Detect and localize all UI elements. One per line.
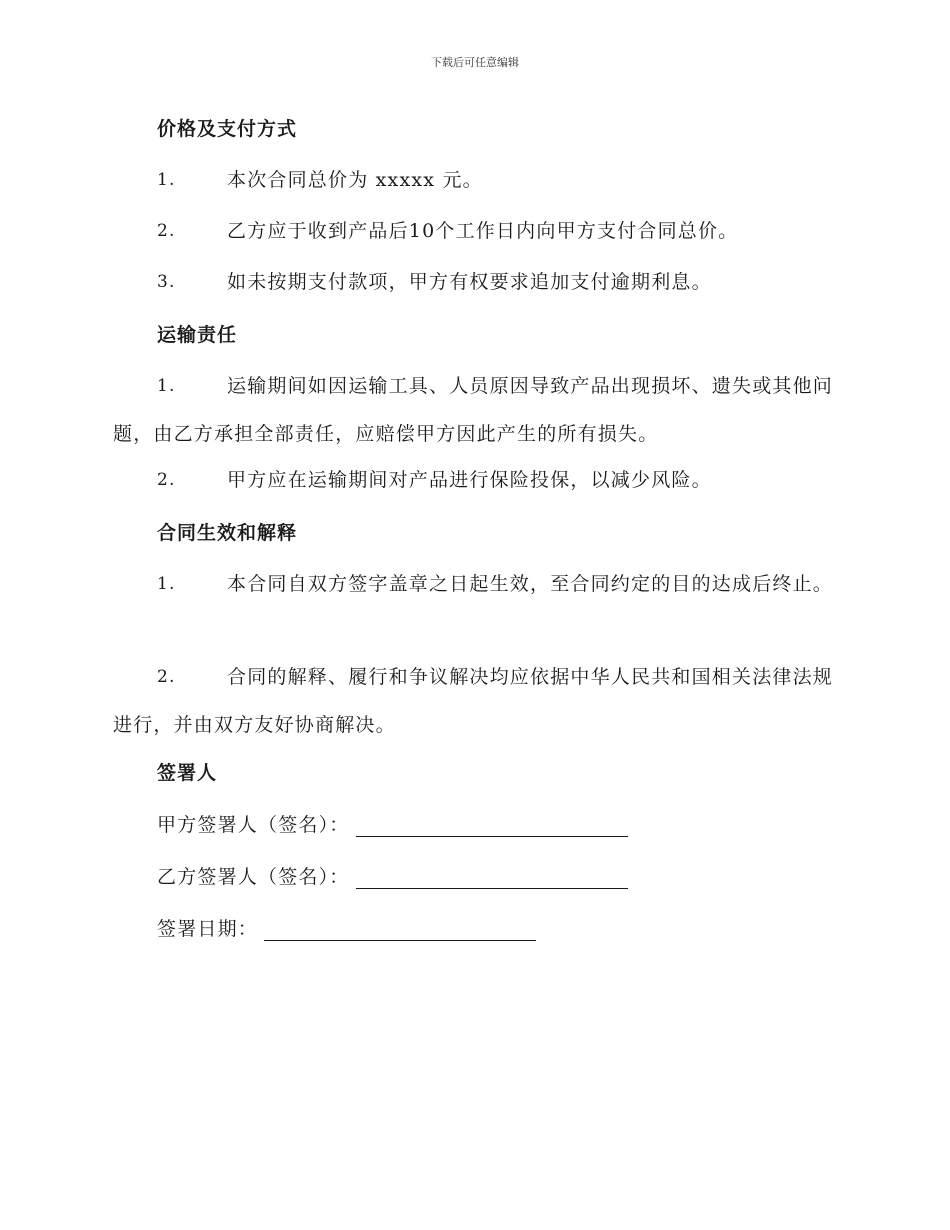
item-number: 1. [157,376,176,396]
list-item [113,156,833,204]
signature-row-party-a [157,810,628,837]
item-number: 2. [157,667,176,687]
item-number: 1. [157,574,176,594]
list-item [113,362,833,458]
item-text: 运输期间如因运输工具、人员原因导致产品出现损坏、遗失或其他问题，由乙方承担全部责任，应赔偿甲方因此产生的所有损失。 [113,375,834,445]
item-text: 本合同自双方签字盖章之日起生效，至合同约定的目的达成后终止。 [227,573,834,595]
signature-label: 甲方签署人（签名）： [157,814,350,836]
section-title-payment: 价格及支付方式 [157,118,298,140]
list-item [113,560,833,608]
list-item [113,456,833,504]
signature-field[interactable] [356,814,628,837]
list-item [113,258,833,306]
item-text: 乙方应于收到产品后10个工作日内向甲方支付合同总价。 [227,220,739,242]
date-label: 签署日期： [157,918,259,940]
section-title-signatories: 签署人 [157,762,218,784]
item-number: 2. [157,470,176,490]
list-item [113,653,833,749]
item-number: 2. [157,221,176,241]
signature-row-date [157,914,536,941]
page-header: 下载后可任意编辑 [431,56,519,69]
list-item [113,207,833,255]
date-field[interactable] [264,918,536,941]
section-title-effect: 合同生效和解释 [157,522,298,544]
item-number: 1. [157,170,176,190]
signature-label: 乙方签署人（签名）： [157,866,350,888]
item-text: 甲方应在运输期间对产品进行保险投保，以减少风险。 [227,469,712,491]
signature-field[interactable] [356,866,628,889]
section-title-transport: 运输责任 [157,324,238,346]
item-text: 本次合同总价为 xxxxx 元。 [227,169,483,191]
item-text: 合同的解释、履行和争议解决均应依据中华人民共和国相关法律法规进行，并由双方友好协商解决。 [113,666,834,736]
signature-row-party-b [157,862,628,889]
item-text: 如未按期支付款项，甲方有权要求追加支付逾期利息。 [227,271,712,293]
item-number: 3. [157,272,176,292]
